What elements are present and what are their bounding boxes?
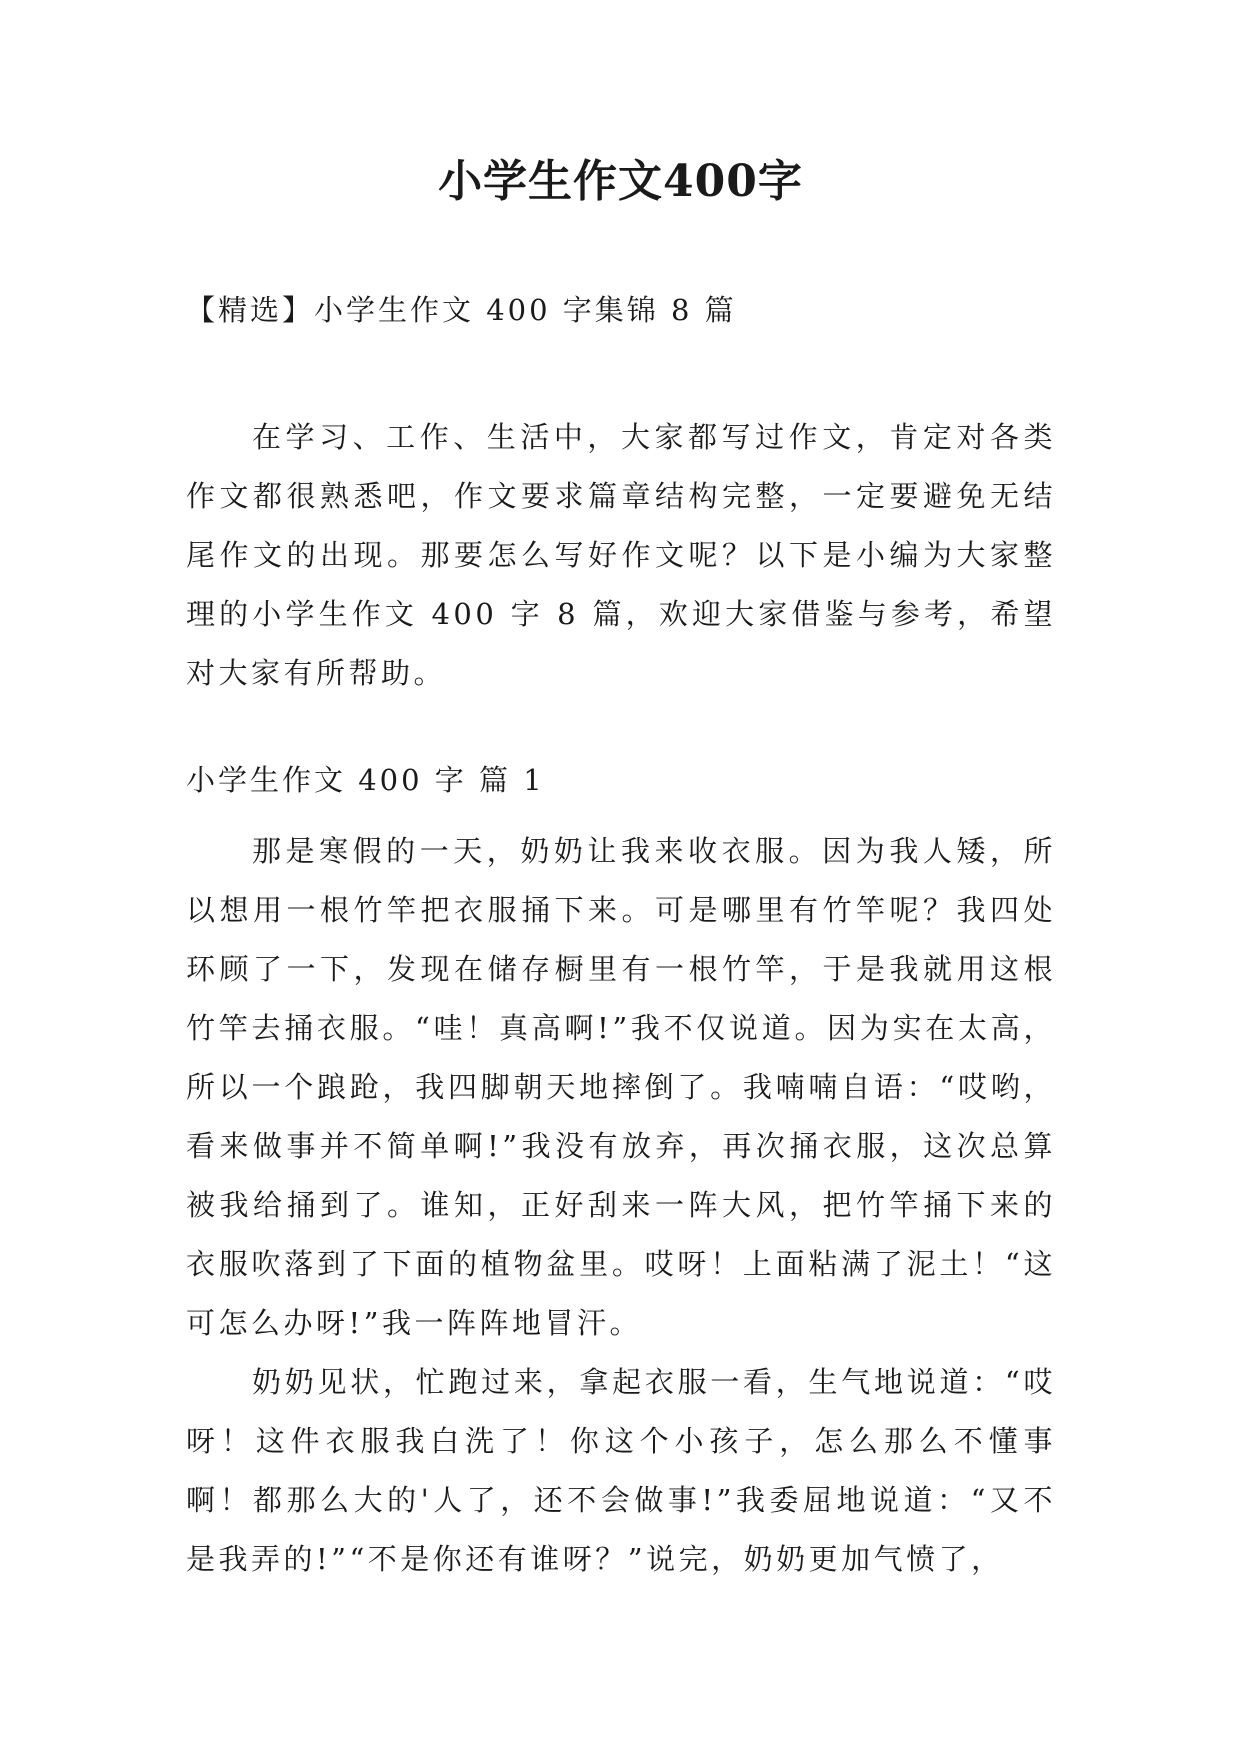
essay-paragraph: 奶奶见状，忙跑过来，拿起衣服一看，生气地说道：“哎呀！这件衣服我白洗了！你这个小孩子，怎么那么不懂事啊！都那么大的'人了，还不会做事!”我委屈地说道：“又不是我弄的!”“不是你还有谁呀？”说完，奶奶更加气愤了， bbox=[186, 1365, 1056, 1576]
document-title: 小学生作文400字 bbox=[438, 156, 803, 207]
section-heading: 小学生作文 400 字 篇 1 bbox=[186, 763, 545, 797]
document-subtitle: 【精选】小学生作文 400 字集锦 8 篇 bbox=[186, 293, 737, 327]
essay-paragraph: 那是寒假的一天，奶奶让我来收衣服。因为我人矮，所以想用一根竹竿把衣服捅下来。可是哪里有竹竿呢？我四处环顾了一下，发现在储存橱里有一根竹竿，于是我就用这根竹竿去捅衣服。“哇！真高啊!”我不仅说道。因为实在太高，所以一个踉跄，我四脚朝天地摔倒了。我喃喃自语：“哎哟，看来做事并不简单啊!”我没有放弃，再次捅衣服，这次总算被我给捅到了。谁知，正好刮来一阵大风，把竹竿捅下来的衣服吹落到了下面的植物盆里。哎呀！上面粘满了泥土！“这可怎么办呀!”我一阵阵地冒汗。 bbox=[186, 834, 1056, 1340]
intro-paragraph: 在学习、工作、生活中，大家都写过作文，肯定对各类作文都很熟悉吧，作文要求篇章结构完整，一定要避免无结尾作文的出现。那要怎么写好作文呢？以下是小编为大家整理的小学生作文 400 字 8 篇，欢迎大家借鉴与参考，希望对大家有所帮助。 bbox=[186, 420, 1056, 690]
essay-body bbox=[186, 822, 1056, 1589]
